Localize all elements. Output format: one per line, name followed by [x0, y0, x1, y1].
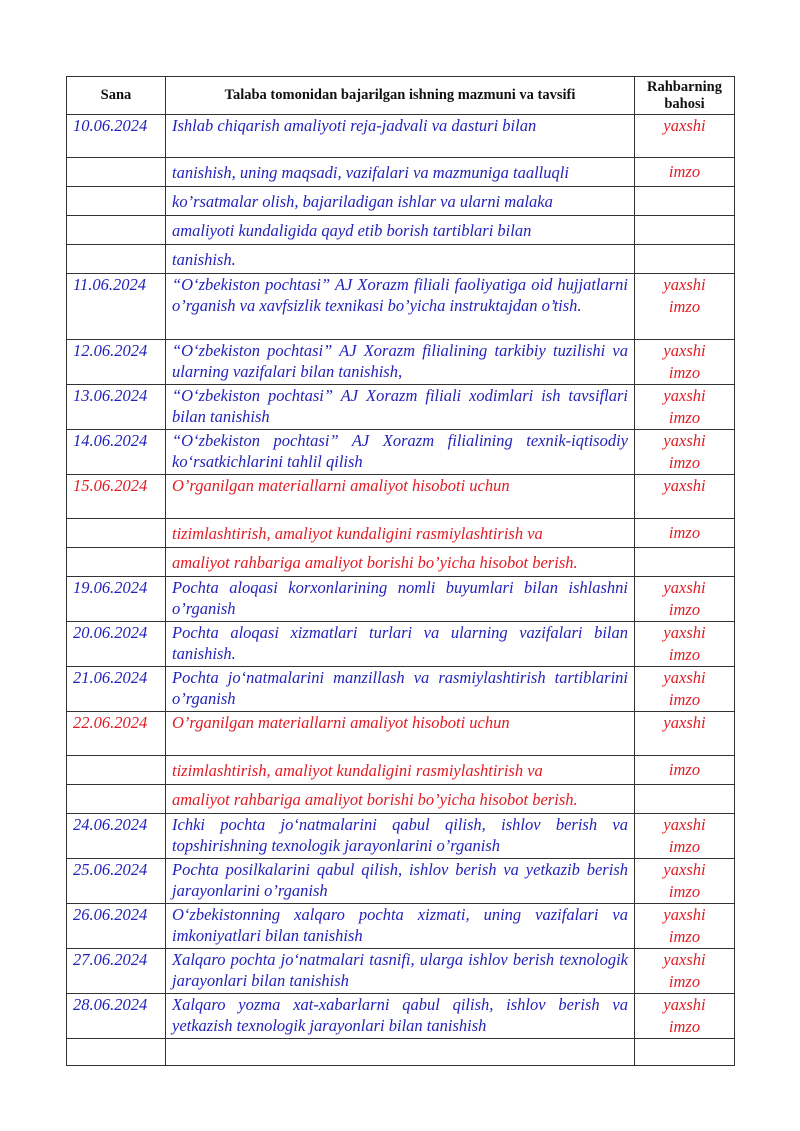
row-date [67, 519, 166, 548]
row-grade: yaxshi imzo [635, 994, 735, 1039]
row-date: 15.06.2024 [67, 475, 166, 519]
row-grade [635, 187, 735, 216]
table-row [67, 187, 735, 216]
row-date: 11.06.2024 [67, 274, 166, 340]
row-grade: imzo [635, 756, 735, 785]
table-row [67, 577, 735, 622]
row-description [166, 1039, 635, 1066]
row-grade: yaxshi imzo [635, 577, 735, 622]
row-grade: yaxshi imzo [635, 430, 735, 475]
row-description: tanishish. [166, 245, 635, 274]
row-grade: yaxshi imzo [635, 949, 735, 994]
row-description: Ichki pochta jo‘natmalarini qabul qilish, ishlov berish va topshirishning texnologik jarayonlarini o’rganish [166, 814, 635, 859]
row-description: Pochta aloqasi xizmatlari turlari va ularning vazifalari bilan tanishish. [166, 622, 635, 667]
row-grade: imzo [635, 519, 735, 548]
row-description: Xalqaro pochta jo‘natmalari tasnifi, ularga ishlov berish texnologik jarayonlari bilan tanishish [166, 949, 635, 994]
row-description: Xalqaro yozma xat-xabarlarni qabul qilish, ishlov berish va yetkazish texnologik jarayonlari bilan tanishish [166, 994, 635, 1039]
row-date: 25.06.2024 [67, 859, 166, 904]
table-row [67, 622, 735, 667]
table-row [67, 385, 735, 430]
row-date: 10.06.2024 [67, 115, 166, 158]
table-row [67, 814, 735, 859]
row-date: 24.06.2024 [67, 814, 166, 859]
row-grade: yaxshi imzo [635, 667, 735, 712]
table-row [67, 245, 735, 274]
table-row [67, 667, 735, 712]
row-date: 21.06.2024 [67, 667, 166, 712]
table-row [67, 158, 735, 187]
table-row [67, 430, 735, 475]
row-grade: yaxshi imzo [635, 814, 735, 859]
row-description: amaliyot rahbariga amaliyot borishi bo’yicha hisobot berish. [166, 785, 635, 814]
row-date: 19.06.2024 [67, 577, 166, 622]
row-description: ko’rsatmalar olish, bajariladigan ishlar va ularni malaka [166, 187, 635, 216]
row-grade: yaxshi imzo [635, 274, 735, 340]
row-date [67, 756, 166, 785]
row-date: 22.06.2024 [67, 712, 166, 756]
row-date: 14.06.2024 [67, 430, 166, 475]
table-row [67, 949, 735, 994]
row-description: tanishish, uning maqsadi, vazifalari va mazmuniga taalluqli [166, 158, 635, 187]
row-grade: yaxshi imzo [635, 904, 735, 949]
row-grade [635, 216, 735, 245]
table-row [67, 274, 735, 340]
table-row [67, 519, 735, 548]
row-description: tizimlashtirish, amaliyot kundaligini rasmiylashtirish va [166, 519, 635, 548]
table-body [67, 115, 735, 1066]
row-description: “O‘zbekiston pochtasi” AJ Xorazm filialining texnik-iqtisodiy ko‘rsatkichlarini tahlil qilish [166, 430, 635, 475]
header-description: Talaba tomonidan bajarilgan ishning mazmuni va tavsifi [166, 77, 635, 115]
row-description: tizimlashtirish, amaliyot kundaligini rasmiylashtirish va [166, 756, 635, 785]
row-description: Pochta jo‘natmalarini manzillash va rasmiylashtirish tartiblarini o’rganish [166, 667, 635, 712]
row-date: 13.06.2024 [67, 385, 166, 430]
row-grade [635, 548, 735, 577]
row-grade: yaxshi imzo [635, 340, 735, 385]
row-date [67, 187, 166, 216]
row-grade: yaxshi imzo [635, 859, 735, 904]
row-description: Ishlab chiqarish amaliyoti reja-jadvali va dasturi bilan [166, 115, 635, 158]
row-description: O’rganilgan materiallarni amaliyot hisoboti uchun [166, 475, 635, 519]
table-row [67, 115, 735, 158]
row-date: 20.06.2024 [67, 622, 166, 667]
table-row [67, 340, 735, 385]
row-date [67, 1039, 166, 1066]
row-grade: yaxshi [635, 475, 735, 519]
row-grade: yaxshi imzo [635, 385, 735, 430]
header-date: Sana [67, 77, 166, 115]
row-description: Pochta aloqasi korxonlarining nomli buyumlari bilan ishlashni o’rganish [166, 577, 635, 622]
table-row [67, 785, 735, 814]
row-grade: yaxshi [635, 712, 735, 756]
practice-journal-table [66, 76, 735, 1066]
row-description: “O‘zbekiston pochtasi” AJ Xorazm filiali xodimlari ish tavsiflari bilan tanishish [166, 385, 635, 430]
table-row [67, 475, 735, 519]
row-date: 28.06.2024 [67, 994, 166, 1039]
row-grade [635, 245, 735, 274]
table-header-row [67, 77, 735, 115]
header-grade: Rahbarning bahosi [635, 77, 735, 115]
row-grade [635, 1039, 735, 1066]
table-row [67, 548, 735, 577]
table-row [67, 756, 735, 785]
table-row [67, 859, 735, 904]
row-date: 26.06.2024 [67, 904, 166, 949]
table-row [67, 904, 735, 949]
row-grade [635, 785, 735, 814]
row-date [67, 158, 166, 187]
row-date: 27.06.2024 [67, 949, 166, 994]
row-description: “O‘zbekiston pochtasi” AJ Xorazm filialining tarkibiy tuzilishi va ularning vazifalari bilan tanishish, [166, 340, 635, 385]
row-description: “O‘zbekiston pochtasi” AJ Xorazm filiali faoliyatiga oid hujjatlarni o’rganish va xavfsizlik texnikasi bo’yicha instruktajdan o’tish. [166, 274, 635, 340]
table-row [67, 1039, 735, 1066]
row-description: O‘zbekistonning xalqaro pochta xizmati, uning vazifalari va imkoniyatlari bilan tanishish [166, 904, 635, 949]
row-grade: yaxshi [635, 115, 735, 158]
row-date [67, 245, 166, 274]
table-row [67, 994, 735, 1039]
row-description: O’rganilgan materiallarni amaliyot hisoboti uchun [166, 712, 635, 756]
row-description: Pochta posilkalarini qabul qilish, ishlov berish va yetkazib berish jarayonlarini o’rganish [166, 859, 635, 904]
row-grade: yaxshi imzo [635, 622, 735, 667]
row-grade: imzo [635, 158, 735, 187]
row-date [67, 785, 166, 814]
row-date: 12.06.2024 [67, 340, 166, 385]
row-description: amaliyot rahbariga amaliyot borishi bo’yicha hisobot berish. [166, 548, 635, 577]
row-date [67, 216, 166, 245]
row-date [67, 548, 166, 577]
row-description: amaliyoti kundaligida qayd etib borish tartiblari bilan [166, 216, 635, 245]
table-row [67, 216, 735, 245]
table-row [67, 712, 735, 756]
